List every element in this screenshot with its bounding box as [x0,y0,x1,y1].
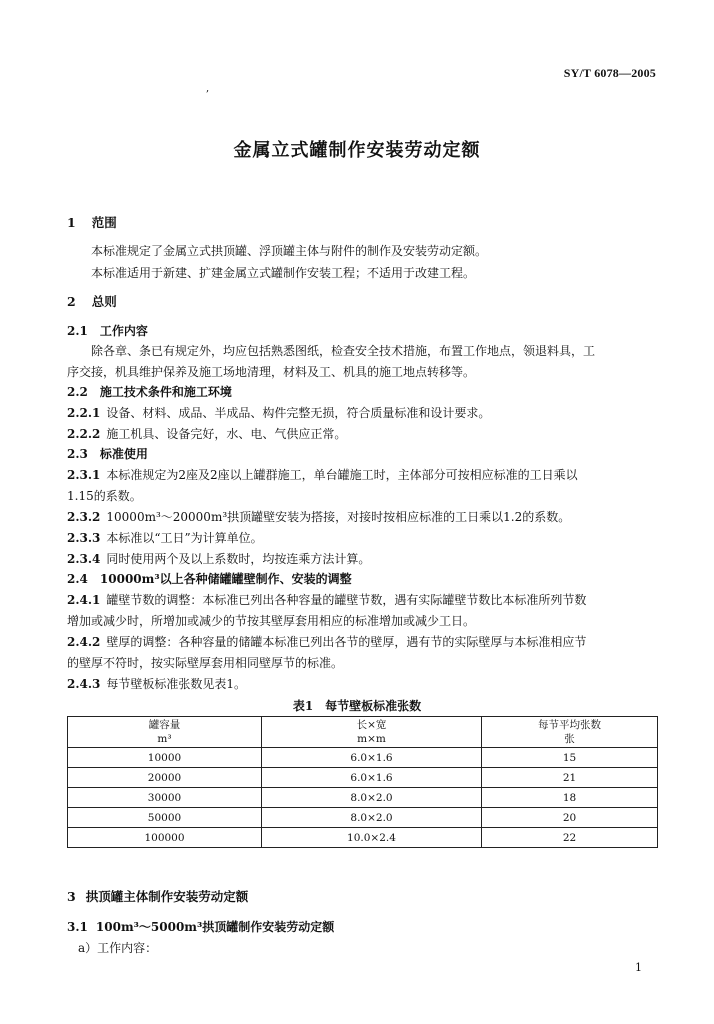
section-2-2-heading [67,383,232,400]
table-row [68,788,658,808]
section-number: 3 [67,889,76,904]
document-title: 金属立式罐制作安装劳动定额 [233,140,481,161]
header-line-1: 每节平均张数 [538,719,601,731]
clause-2-3-4 [67,550,370,567]
table-header-count [482,717,658,748]
clause-2-3-1-line-2: 1.15的系数。 [67,489,142,503]
section-title: 工作内容 [99,324,148,338]
clause-number: 2.3.4 [67,552,101,566]
section-title: 标准使用 [99,447,148,461]
section-number: 2.2 [67,385,88,399]
clause-number: 2.2.1 [67,406,101,420]
section-number: 2.3 [67,447,88,461]
clause-text: 施工机具、设备完好，水、电、气供应正常。 [106,427,347,441]
clause-2-3-3 [67,529,263,546]
header-line-2: 张 [564,733,575,745]
cell-size: 6.0×1.6 [262,748,482,768]
clause-2-3-1-line-1 [67,466,578,483]
section-number: 1 [67,215,76,230]
cell-size: 6.0×1.6 [262,768,482,788]
clause-2-2-1 [67,404,490,421]
clause-number: 2.3.3 [67,531,101,545]
table-header-row [68,717,658,748]
section-3-1-item-a: a）工作内容： [78,941,158,955]
section-2-4-heading [67,570,352,587]
header-line-2: m×m [357,733,386,745]
clause-number: 2.4.1 [67,593,101,607]
clause-text: 壁厚的调整：各种容量的储罐本标准已列出各节的壁厚，遇有节的实际壁厚与本标准相应节 [106,635,587,649]
section-title: 施工技术条件和施工环境 [99,385,232,399]
table-row [68,748,658,768]
standard-code: SY/T 6078—2005 [563,66,656,80]
cell-size: 10.0×2.4 [262,828,482,848]
section-2-3-heading [67,445,148,462]
table-row [68,828,658,848]
cell-size: 8.0×2.0 [262,808,482,828]
table-header-size [262,717,482,748]
cell-count: 18 [482,788,658,808]
clause-text: 本标准以“工日”为计算单位。 [106,531,263,545]
clause-number: 2.2.2 [67,427,101,441]
clause-number: 2.4.3 [67,677,101,691]
cell-capacity: 100000 [68,828,262,848]
section-1-heading [67,213,117,231]
section-2-heading [67,292,117,310]
section-title: 范围 [91,215,117,230]
section-3-1-heading [67,918,334,935]
cell-capacity: 20000 [68,768,262,788]
cell-capacity: 30000 [68,788,262,808]
clause-text: 设备、材料、成品、半成品、构件完整无损，符合质量标准和设计要求。 [106,406,491,420]
section-number: 2 [67,294,76,309]
page-number: 1 [635,961,642,974]
section-number: 2.4 [67,572,88,586]
cell-count: 20 [482,808,658,828]
clause-2-4-2-line-1 [67,633,586,650]
clause-text: 每节壁板标准张数见表1。 [106,677,247,691]
cell-count: 22 [482,828,658,848]
table-row [68,768,658,788]
clause-text: 罐壁节数的调整：本标准已列出各种容量的罐壁节数，遇有实际罐壁节数比本标准所列节数 [106,593,587,607]
clause-2-4-1-line-2: 增加或减少时，所增加或减少的节按其壁厚套用相应的标准增加或减少工日。 [67,614,476,628]
table-1-caption: 表1 每节壁板标准张数 [292,699,422,713]
header-line-1: 罐容量 [148,719,181,731]
clause-2-2-2 [67,425,346,442]
header-line-1: 长×宽 [356,719,387,731]
section-title: 10000m³以上各种储罐罐壁制作、安装的调整 [99,572,352,586]
cell-capacity: 10000 [68,748,262,768]
header-line-2: m³ [157,733,172,745]
cell-capacity: 50000 [68,808,262,828]
table-1 [67,716,658,848]
clause-2-4-3 [67,675,246,692]
clause-text: 同时使用两个及以上系数时，均按连乘方法计算。 [106,552,371,566]
section-1-paragraph-2: 本标准适用于新建、扩建金属立式罐制作安装工程；不适用于改建工程。 [91,266,476,280]
section-2-1-heading [67,322,148,339]
table-header-capacity [68,717,262,748]
clause-2-3-2 [67,508,570,525]
section-title: 总则 [91,294,117,309]
clause-text: 10000m³～20000m³拱顶罐壁安装为搭接，对接时按相应标准的工日乘以1.2的系数。 [106,510,571,524]
section-number: 2.1 [67,324,88,338]
clause-number: 2.3.1 [67,468,101,482]
section-3-heading [67,887,248,905]
table-row [68,808,658,828]
clause-number: 2.4.2 [67,635,101,649]
section-2-1-paragraph-line-1: 除各章、条已有规定外，均应包括熟悉图纸，检查安全技术措施，布置工作地点，领退料具，工 [91,344,596,358]
cell-size: 8.0×2.0 [262,788,482,808]
section-title: 100m³～5000m³拱顶罐制作安装劳动定额 [95,920,335,934]
section-1-paragraph-1: 本标准规定了金属立式拱顶罐、浮顶罐主体与附件的制作及安装劳动定额。 [91,244,488,258]
clause-2-4-2-line-2: 的壁厚不符时，按实际壁厚套用相同壁厚节的标准。 [67,656,344,670]
stray-mark: , [206,83,210,94]
clause-number: 2.3.2 [67,510,101,524]
section-number: 3.1 [67,920,88,934]
clause-2-4-1-line-1 [67,591,586,608]
section-2-1-paragraph-line-2: 序交接，机具维护保养及施工场地清理，材料及工、机具的施工地点转移等。 [67,365,476,379]
clause-text: 本标准规定为2座及2座以上罐群施工，单台罐施工时，主体部分可按相应标准的工日乘以 [106,468,578,482]
cell-count: 21 [482,768,658,788]
cell-count: 15 [482,748,658,768]
section-title: 拱顶罐主体制作安装劳动定额 [85,889,249,904]
